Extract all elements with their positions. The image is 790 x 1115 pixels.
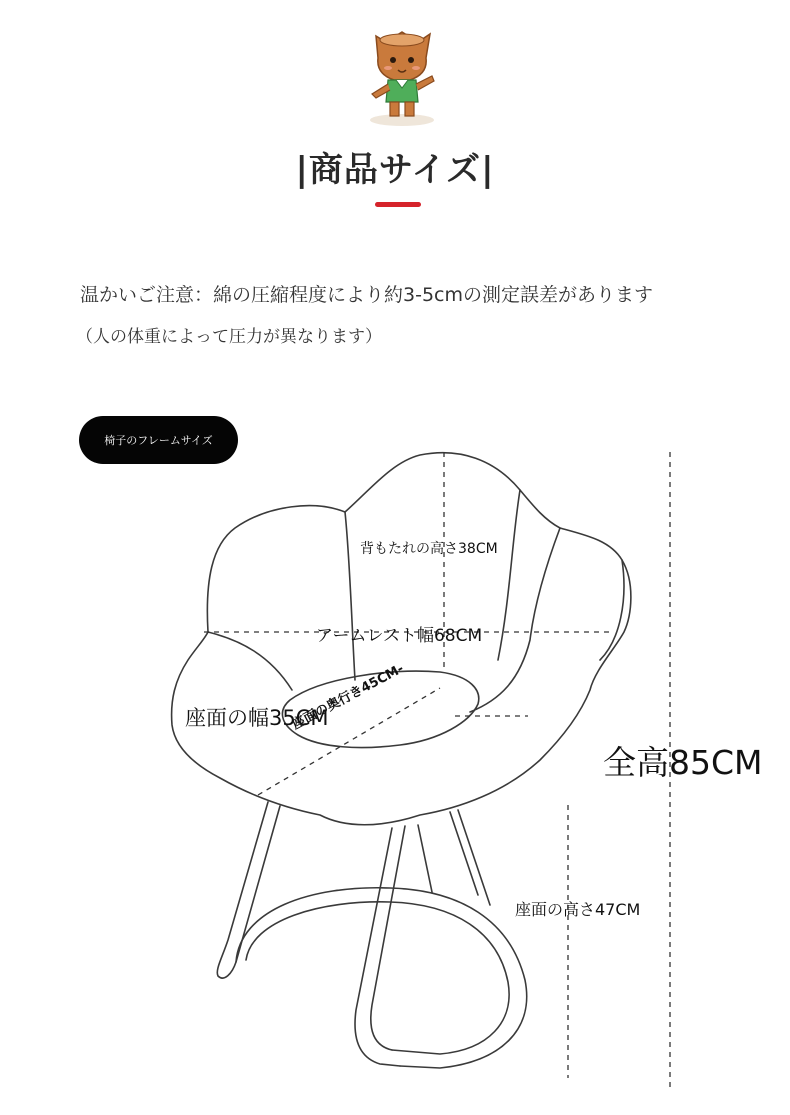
measurement-notice: 温かいご注意：綿の圧縮程度により約3-5cmの測定誤差があります bbox=[80, 284, 653, 306]
seat-height-label: 座面の高さ47CM bbox=[515, 900, 641, 919]
chair-leg-back-left bbox=[418, 825, 432, 892]
chair-back-seam-right bbox=[498, 490, 520, 660]
page-title: |商品サイズ| bbox=[295, 150, 495, 190]
seat-depth-label: 座面の奥行き45CM- bbox=[289, 661, 407, 733]
chair-back-seam-left bbox=[345, 512, 355, 680]
chair-leg-back-right-inner bbox=[458, 810, 490, 905]
seat-width-label: 座面の幅35CM bbox=[185, 706, 329, 730]
chair-inner-arm-left bbox=[208, 632, 292, 690]
total-height-label: 全高85CM bbox=[603, 743, 763, 782]
measurement-note: （人の体重によって圧力が異なります） bbox=[76, 327, 382, 347]
chair-right-arm-edge bbox=[600, 560, 624, 660]
frame-size-label: 椅子のフレームサイズ bbox=[104, 434, 213, 447]
armrest-width-label: アームレスト幅68CM bbox=[316, 626, 483, 646]
chair-leg-front-center-inner bbox=[371, 826, 405, 1050]
backrest-height-label: 背もたれの高さ38CM bbox=[360, 541, 498, 557]
chair-leg-back-right bbox=[450, 812, 478, 895]
chair-leg-front-center bbox=[355, 828, 400, 1066]
